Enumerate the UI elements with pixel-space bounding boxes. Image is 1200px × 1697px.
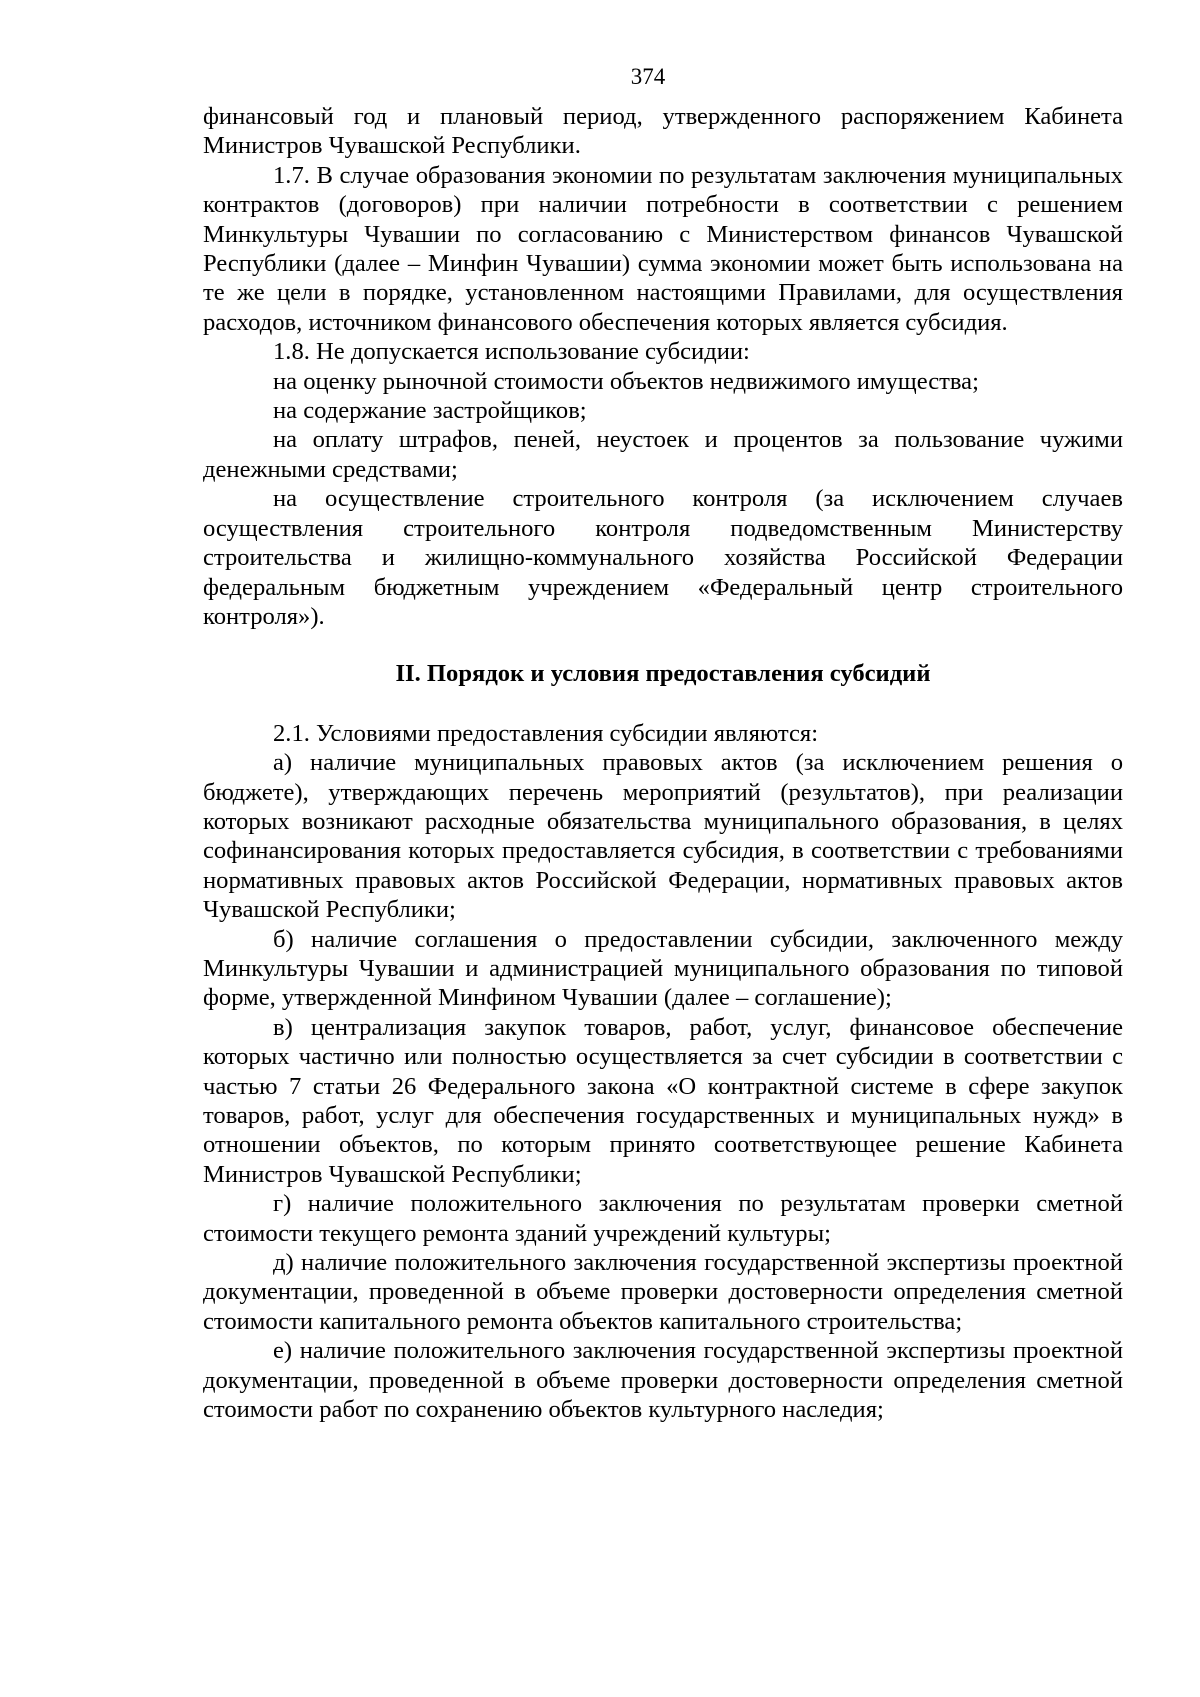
condition-a: а) наличие муниципальных правовых актов (за исключением решения о бюджете), утверждающих перечень мероприятий (результатов), при реализации которых возникают расходные обязательства муниципального образования, в целях софинансирования которых предоставляется субсидия, в соответствии с требованиями нормативных правовых актов Российской Федерации, нормативных правовых актов Чувашской Республики; <box>203 749 1123 924</box>
page-number: 374 <box>630 64 666 89</box>
list-item-construction-control: на осуществление строительного контроля (за исключением случаев осуществления строительного контроля подведомственным Министерству строительства и жилищно-коммунального хозяйства Российской Федерации федеральным бюджетным учреждением «Федеральный центр строительного контроля»). <box>203 485 1123 630</box>
paragraph-1-8: 1.8. Не допускается использование субсидии: <box>273 338 750 366</box>
list-item-penalties: на оплату штрафов, пеней, неустоек и процентов за пользование чужими денежными средствами; <box>203 426 1123 483</box>
section-2-body <box>203 719 1123 1425</box>
condition-d: д) наличие положительного заключения государственной экспертизы проектной документации, проведенной в объеме проверки достоверности определения сметной стоимости капитального ремонта объектов капитального строительства; <box>203 1249 1123 1335</box>
paragraph-2-1: 2.1. Условиями предоставления субсидии являются: <box>273 719 819 747</box>
document-page <box>203 62 1123 1424</box>
condition-b: б) наличие соглашения о предоставлении субсидии, заключенного между Минкультуры Чувашии и администрацией муниципального образования по типовой форме, утвержденной Минфином Чувашии (далее – соглашение); <box>203 925 1123 1012</box>
paragraph-budget-year: финансовый год и плановый период, утвержденного распоряжением Кабинета Министров Чувашской Республики. <box>203 103 1123 160</box>
section-1-body <box>203 102 1123 631</box>
section-2-heading: II. Порядок и условия предоставления субсидий <box>395 660 931 688</box>
condition-g: г) наличие положительного заключения по результатам проверки сметной стоимости текущего ремонта зданий учреждений культуры; <box>203 1190 1123 1247</box>
condition-v: в) централизация закупок товаров, работ, услуг, финансовое обеспечение которых частично или полностью осуществляется за счет субсидии в соответствии с частью 7 статьи 26 Федерального закона «О контрактной системе в сфере закупок товаров, работ, услуг для обеспечения государственных и муниципальных нужд» в отношении объектов, по которым принято соответствующее решение Кабинета Министров Чувашской Республики; <box>203 1013 1123 1188</box>
paragraph-1-7: 1.7. В случае образования экономии по результатам заключения муниципальных контрактов (договоров) при наличии потребности в соответствии с решением Минкультуры Чувашии по согласованию с Министерством финансов Чувашской Республики (далее – Минфин Чувашии) сумма экономии может быть использована на те же цели в порядке, установленном настоящими Правилами, для осуществления расходов, источником финансового обеспечения которых является субсидия. <box>203 161 1123 336</box>
condition-e: е) наличие положительного заключения государственной экспертизы проектной документации, проведенной в объеме проверки достоверности определения сметной стоимости работ по сохранению объектов культурного наследия; <box>203 1337 1123 1424</box>
list-item-developers: на содержание застройщиков; <box>273 397 587 425</box>
list-item-valuation: на оценку рыночной стоимости объектов недвижимого имущества; <box>273 367 979 395</box>
